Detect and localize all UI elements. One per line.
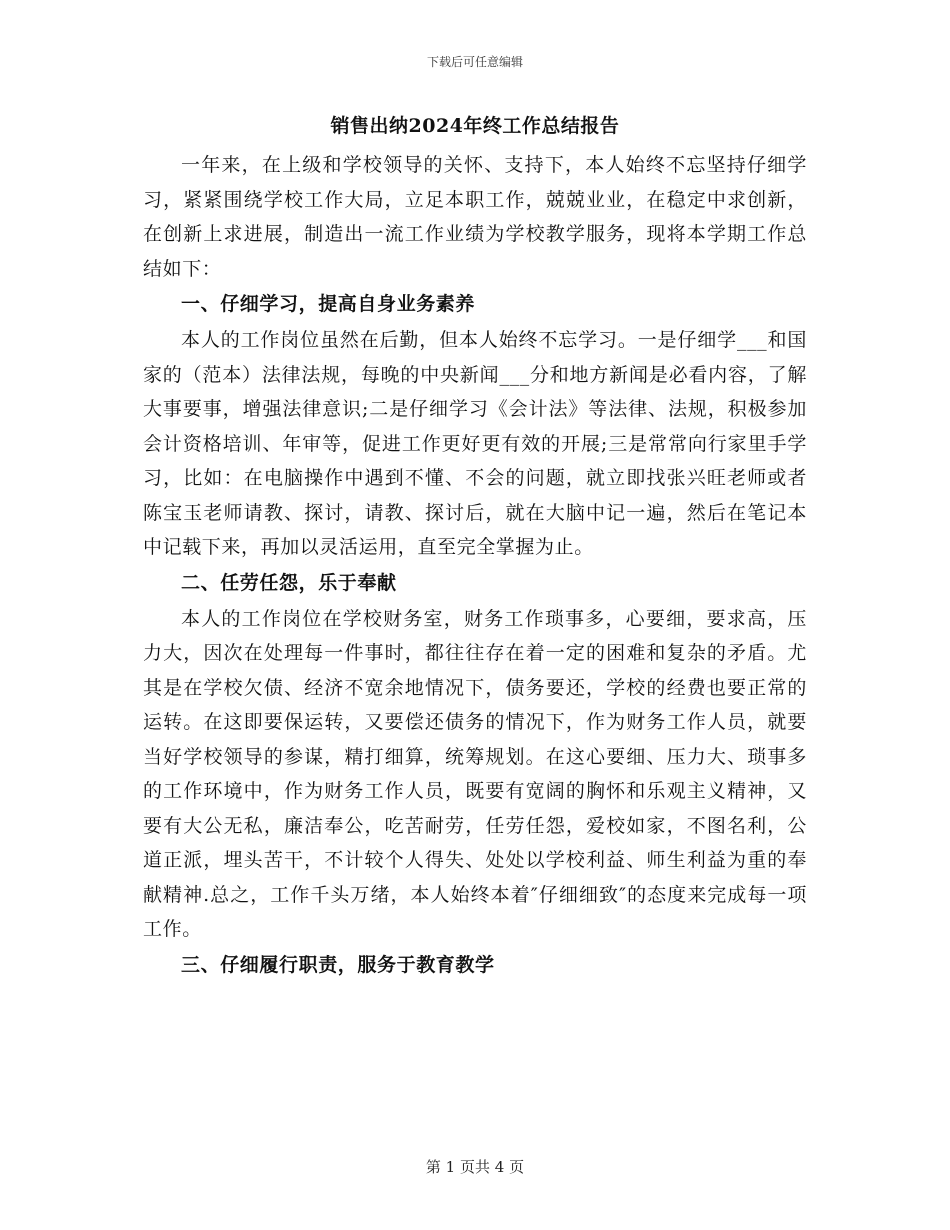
section-body-2: 本人的工作岗位在学校财务室，财务工作琐事多，心要细，要求高，压力大，因次在处理每一件事时，都往往存在着一定的困难和复杂的矛盾。尤其是在学校欠债、经济不宽余地情况下，债务要还，学校的经费也要正常的运转。在这即要保运转，又要偿还债务的情况下，作为财务工作人员，就要当好学校领导的参谋，精打细算，统筹规划。在这心要细、压力大、琐事多的工作环境中，作为财务工作人员，既要有宽阔的胸怀和乐观主义精神，又要有大公无私，廉洁奉公，吃苦耐劳，任劳任怨，爱校如家，不图名利，公道正派，埋头苦干，不计较个人得失、处处以学校利益、师生利益为重的奉献精神.总之，工作千头万绪，本人始终本着″仔细细致″的态度来完成每一项工作。 bbox=[143, 607, 807, 940]
intro-paragraph: 一年来，在上级和学校领导的关怀、支持下，本人始终不忘坚持仔细学习，紧紧围绕学校工作大局，立足本职工作，兢兢业业，在稳定中求创新，在创新上求进展，制造出一流工作业绩为学校教学服务，现将本学期工作总结如下： bbox=[143, 154, 807, 280]
section-body-1: 本人的工作岗位虽然在后勤，但本人始终不忘学习。一是仔细学___和国家的（范本）法律法规，每晚的中央新闻___分和地方新闻是必看内容，了解大事要事，增强法律意识;二是仔细学习《会计法》等法律、法规，积极参加会计资格培训、年审等，促进工作更好更有效的开展;三是常常向行家里手学习，比如：在电脑操作中遇到不懂、不会的问题，就立即找张兴旺老师或者陈宝玉老师请教、探讨，请教、探讨后，就在大脑中记一遍，然后在笔记本中记载下来，再加以灵活运用，直至完全掌握为止。 bbox=[143, 329, 807, 558]
document-body bbox=[143, 112, 807, 984]
section-heading-3: 三、仔细履行职责，服务于教育教学 bbox=[181, 953, 495, 976]
section-heading-2: 二、任劳任怨，乐于奉献 bbox=[181, 571, 397, 594]
page-header: 下载后可任意编辑 bbox=[426, 55, 523, 69]
page-footer: 第 1 页共 4 页 bbox=[425, 1158, 525, 1176]
section-heading-1: 一、仔细学习，提高自身业务素养 bbox=[181, 293, 476, 315]
document-title: 销售出纳2024年终工作总结报告 bbox=[330, 115, 620, 137]
